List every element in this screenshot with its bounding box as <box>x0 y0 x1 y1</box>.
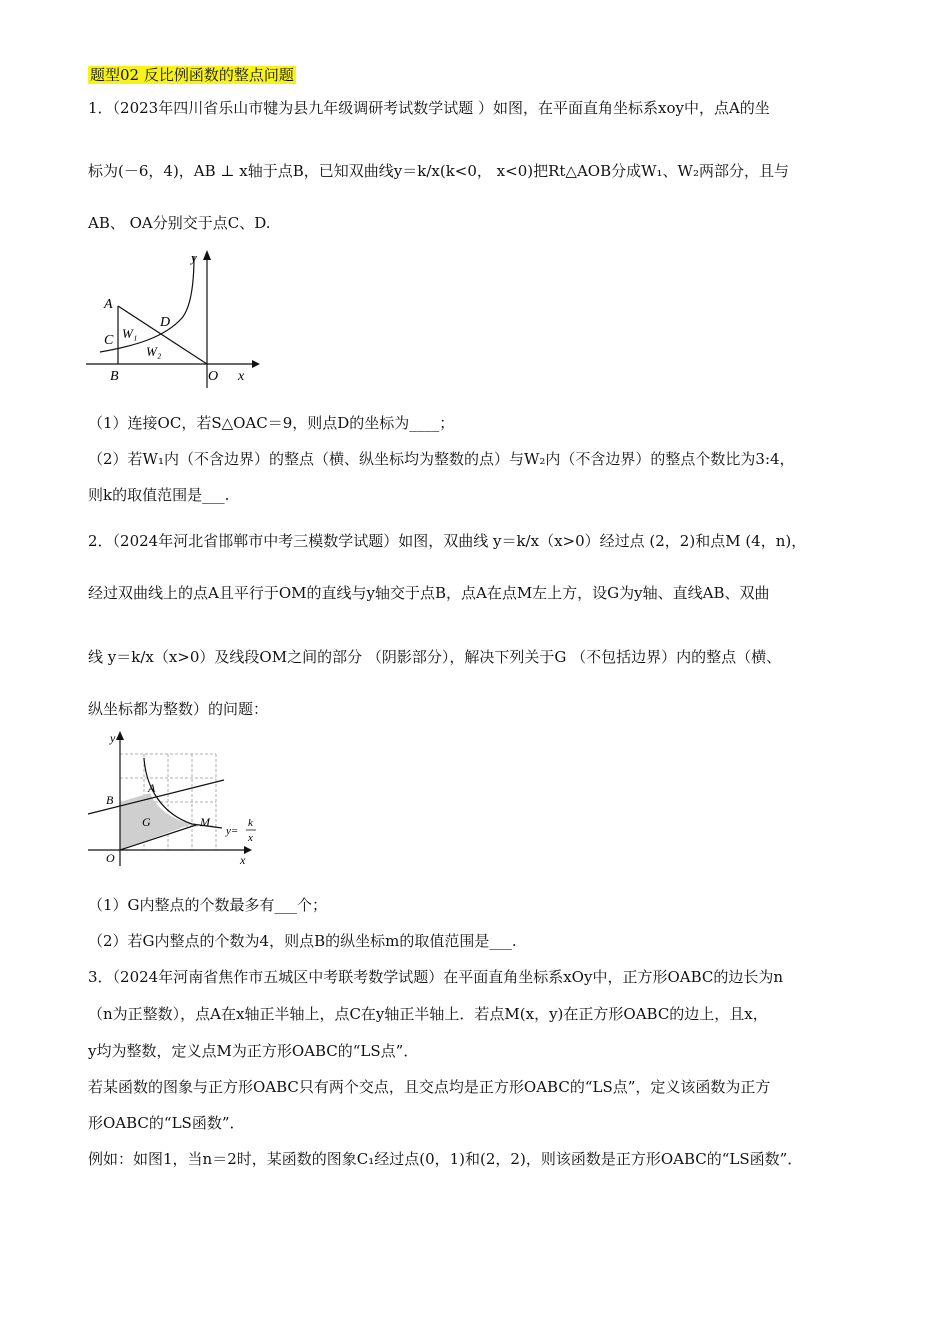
q2-y-arrow-icon <box>116 731 124 740</box>
q2-figure <box>84 728 264 870</box>
q1-label-o: O <box>208 369 219 384</box>
q2-label-b: B <box>106 793 114 807</box>
q3-line-3: y均为整数，定义点M为正方形OABC的“LS点”． <box>88 1042 419 1060</box>
q2-line-2: 经过双曲线上的点A且平行于OM的直线与y轴交于点B，点A在点M左上方，设G为y轴、直线AB、双曲 <box>88 584 770 602</box>
q2-line-1: 2．（2024年河北省邯郸市中考三模数学试题）如图，双曲线 y＝k/x（x>0）经过点 (2，2)和点M (4，n)， <box>88 532 807 550</box>
q3-line-4: 若某函数的图象与正方形OABC只有两个交点，且交点均是正方形OABC的“LS点”，定义该函数为正方 <box>88 1078 771 1096</box>
q2-label-y: y <box>110 731 116 745</box>
q1-label-x: x <box>238 369 245 384</box>
q2-label-o: O <box>106 851 115 865</box>
q3-line-6: 例如：如图1，当n＝2时，某函数的图象C₁经过点(0，1)和(2，2)，则该函数是正方形OABC的“LS函数”． <box>88 1150 803 1168</box>
q1-subquestion-2-cont: 则k的取值范围是___. <box>88 486 230 504</box>
q2-label-a: A <box>148 781 156 795</box>
q1-hyperbola <box>100 256 194 352</box>
q1-label-b: B <box>110 369 119 384</box>
q2-subquestion-2: （2）若G内整点的个数为4，则点B的纵坐标m的取值范围是___. <box>88 932 517 950</box>
q2-label-xd: x <box>248 832 253 844</box>
q1-x-arrow-icon <box>252 360 260 368</box>
q2-line-3: 线 y＝k/x（x>0）及线段OM之间的部分 （阴影部分），解决下列关于G （不包括边界）内的整点（横、 <box>88 648 782 666</box>
q1-line-2: 标为(－6，4)，AB ⊥ x轴于点B，已知双曲线y＝k/x(k<0， x<0)把Rt△AOB分成W₁、W₂两部分，且与 <box>88 162 789 180</box>
q1-figure <box>84 246 264 396</box>
q1-label-a: A <box>104 297 113 312</box>
q1-label-c: C <box>104 333 114 348</box>
q2-label-x: x <box>240 853 246 867</box>
q2-label-k: k <box>248 817 253 829</box>
q2-label-m: M <box>200 815 210 829</box>
q2-region-g <box>120 793 192 850</box>
q3-line-1: 3．（2024年河南省焦作市五城区中考联考数学试题）在平面直角坐标系xOy中，正方形OABC的边长为n <box>88 968 784 986</box>
q2-subquestion-1: （1）G内整点的个数最多有___个； <box>88 896 328 914</box>
q2-label-g: G <box>142 815 151 829</box>
q1-label-w1: W₁ <box>122 326 138 341</box>
q1-label-y: y <box>191 250 197 265</box>
q1-subquestion-2: （2）若W₁内（不含边界）的整点（横、纵坐标均为整数的点）与W₂内（不含边界）的整点个数比为3:4， <box>88 450 795 468</box>
q1-label-w2: W₂ <box>146 344 162 359</box>
section-title-text: 题型02 反比例函数的整点问题 <box>90 66 294 84</box>
q3-line-5: 形OABC的“LS函数”． <box>88 1114 245 1132</box>
q1-y-arrow-icon <box>203 250 211 260</box>
q2-line-4: 纵坐标都为整数）的问题： <box>88 700 269 718</box>
q2-label-eq: y= <box>226 825 239 837</box>
q1-line-1: 1．（2023年四川省乐山市犍为县九年级调研考试数学试题 ）如图，在平面直角坐标系xoy中，点A的坐 <box>88 99 770 117</box>
q3-line-2: （n为正整数），点A在x轴正半轴上，点C在y轴正半轴上．若点M(x，y)在正方形OABC的边上，且x， <box>88 1005 768 1023</box>
q1-subquestion-1: （1）连接OC，若S△OAC＝9，则点D的坐标为____； <box>88 414 455 432</box>
q1-line-3: AB、 OA分别交于点C、D. <box>88 214 271 232</box>
q1-label-d: D <box>160 315 171 330</box>
section-title <box>88 64 296 86</box>
